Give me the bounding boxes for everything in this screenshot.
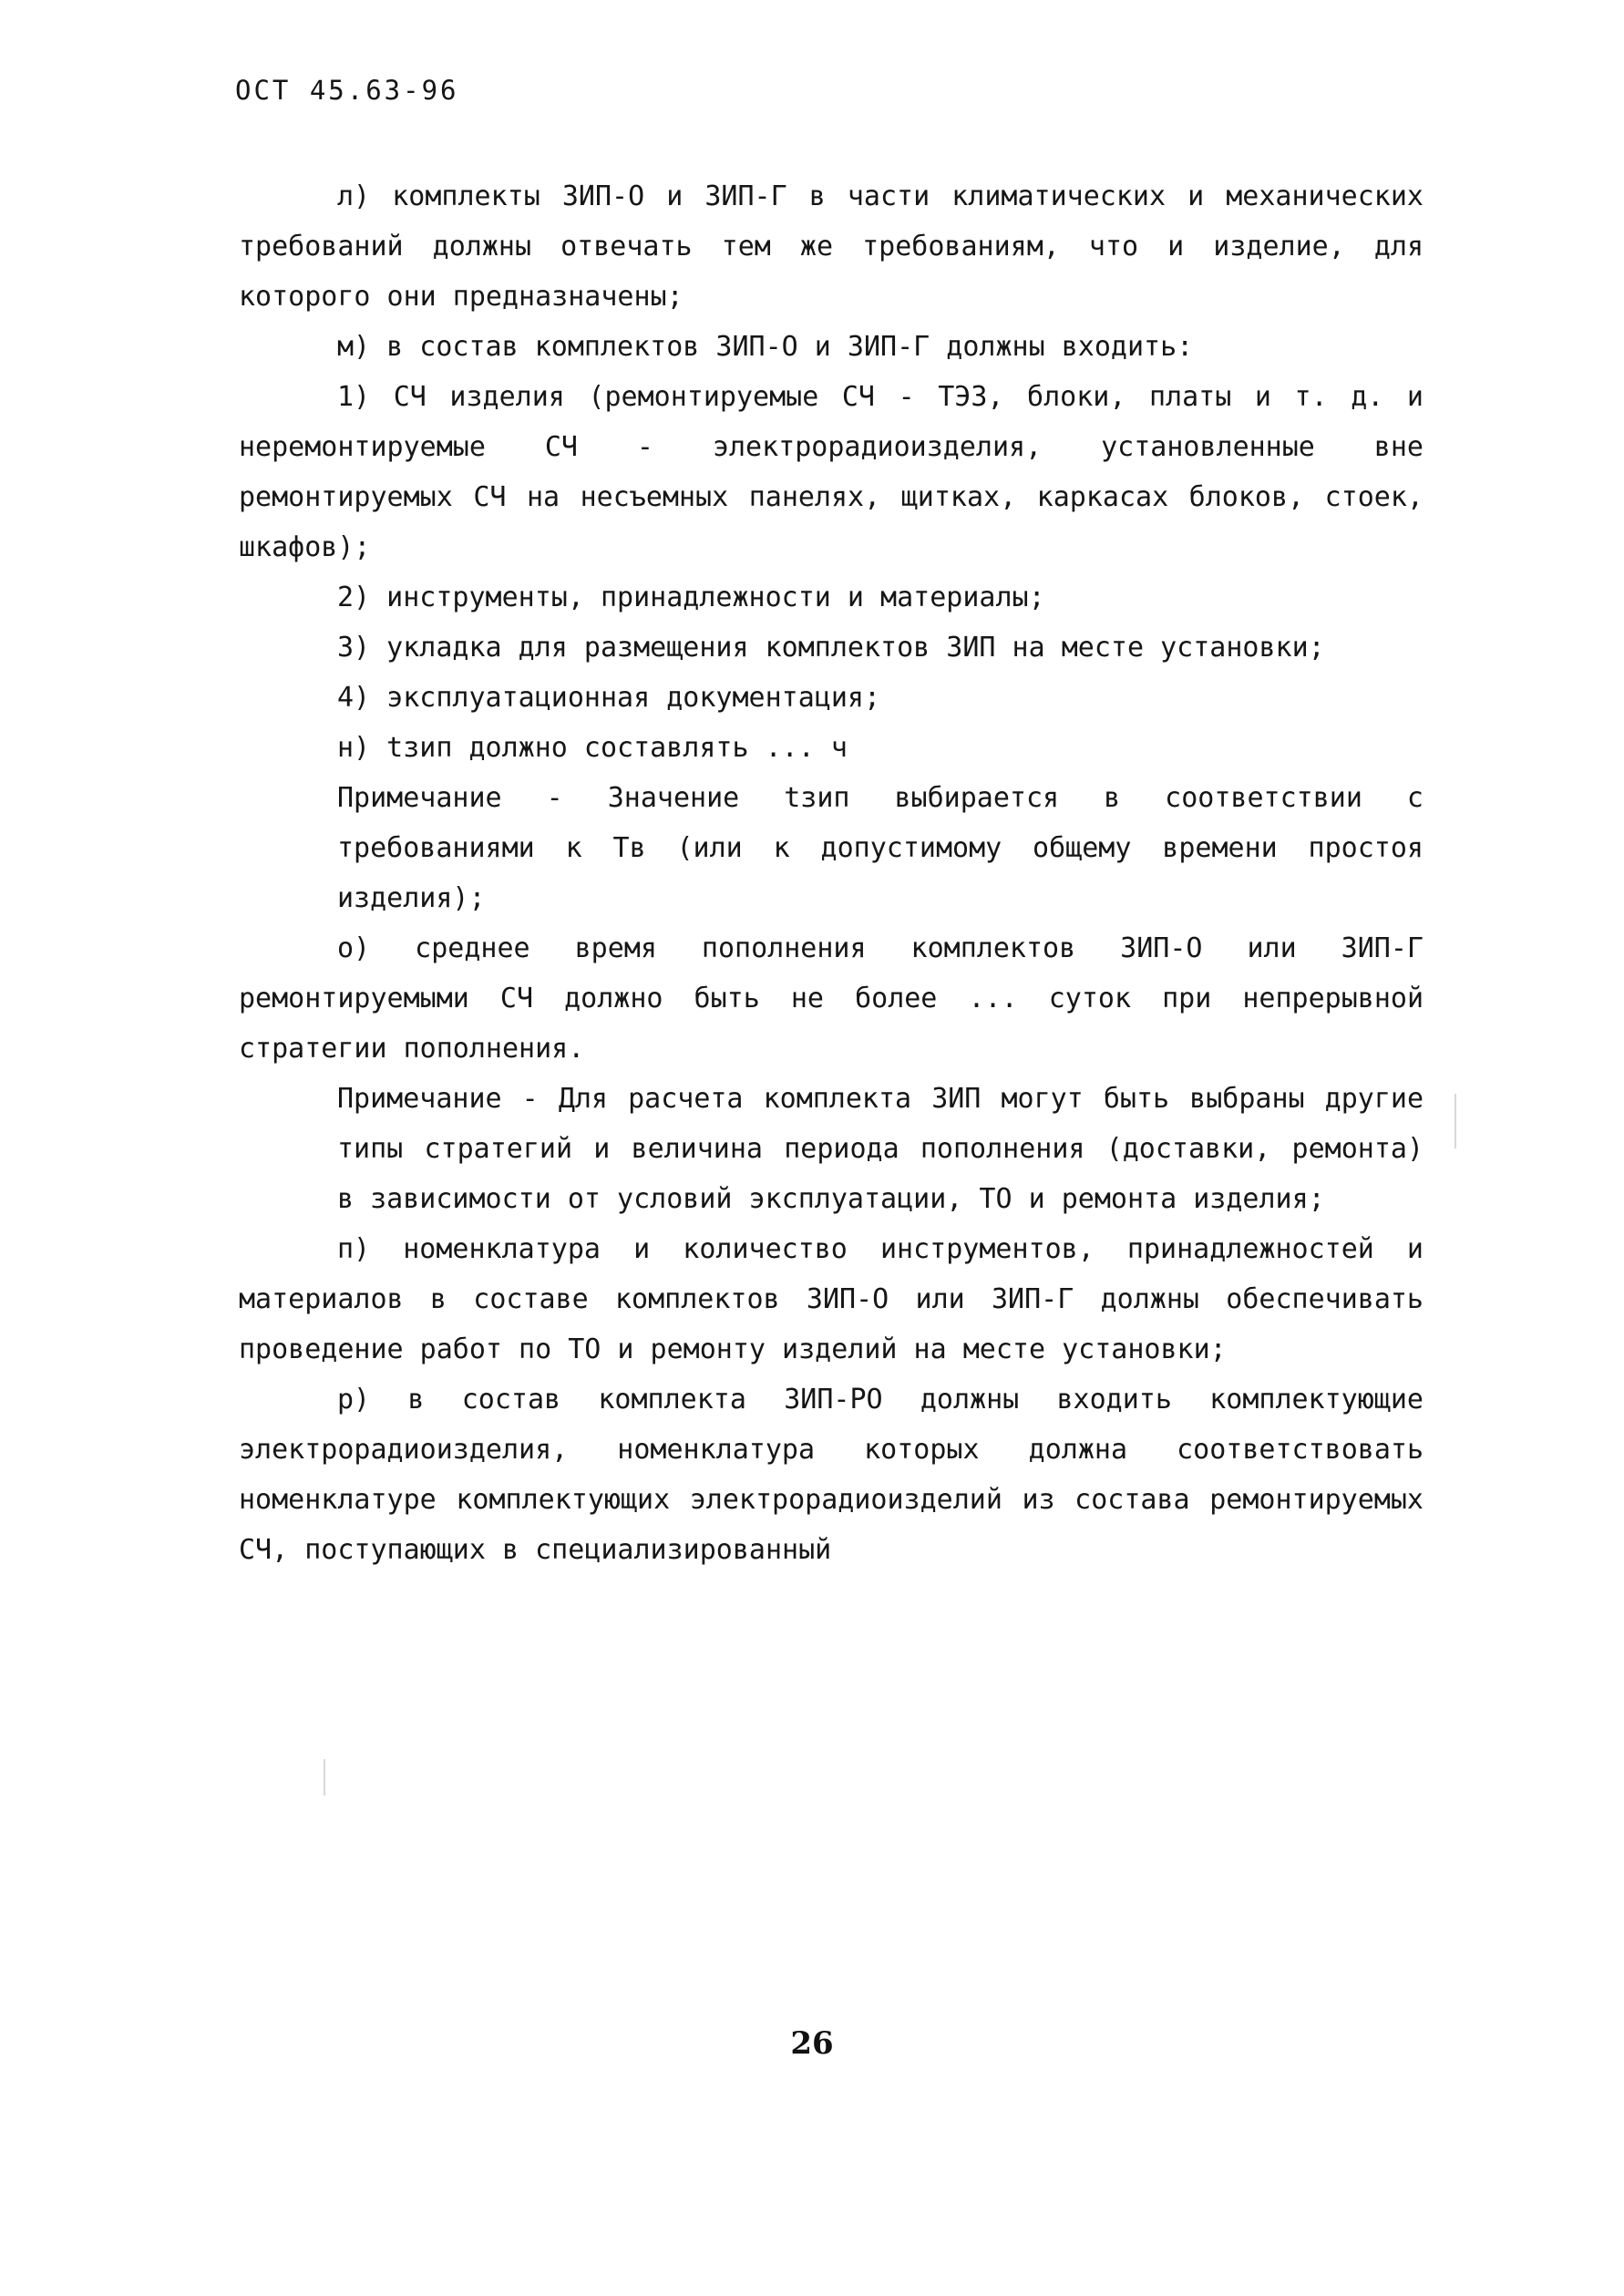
paragraph-n: н) tзип должно составлять ... ч: [337, 732, 848, 764]
paragraph-o: о) среднее время пополнения комплектов ЗИП-О или ЗИП-Г ремонтируемыми СЧ должно быть не более ... суток при непрерывной стратегии пополнения.: [239, 932, 1424, 1065]
scan-artifact-line: [324, 1759, 325, 1796]
note-1: Примечание - Значение tзип выбирается в соответствии с требованиями к Тв (или к допустимому общему времени простоя изделия);: [337, 782, 1424, 914]
list-item-4: 4) эксплуатационная документация;: [337, 682, 881, 714]
list-item-1: 1) СЧ изделия (ремонтируемые СЧ - ТЭЗ, блоки, платы и т. д. и неремонтируемые СЧ - электрорадиоизделия, установленные вне ремонтируемых СЧ на несъемных панелях, щитках, каркасах блоков, стоек, шкафов);: [239, 381, 1424, 563]
paragraph-l: л) комплекты ЗИП-О и ЗИП-Г в части климатических и механических требований должны отвечать тем же требованиям, что и изделие, для которого они предназначены;: [239, 180, 1424, 313]
document-header: ОСТ 45.63-96: [235, 75, 459, 106]
paragraph-p: п) номенклатура и количество инструментов, принадлежностей и материалов в составе комплектов ЗИП-О или ЗИП-Г должны обеспечивать проведение работ по ТО и ремонту изделий на месте установки;: [239, 1233, 1424, 1365]
scan-artifact-line: [1454, 1094, 1456, 1148]
page-number: 26: [790, 2025, 834, 2062]
list-item-3: 3) укладка для размещения комплектов ЗИП на месте установки;: [337, 632, 1325, 664]
document-body: [239, 171, 1424, 1575]
note-2: Примечание - Для расчета комплекта ЗИП могут быть выбраны другие типы стратегий и величина периода пополнения (доставки, ремонта) в зависимости от условий эксплуатации, ТО и ремонта изделия;: [337, 1083, 1424, 1215]
paragraph-m: м) в состав комплектов ЗИП-О и ЗИП-Г должны входить:: [337, 331, 1194, 363]
paragraph-r: р) в состав комплекта ЗИП-РО должны входить комплектующие электрорадиоизделия, номенклатура которых должна соответствовать номенклатуре комплектующих электрорадиоизделий из состава ремонтируемых СЧ, поступающих в специализированный: [239, 1384, 1424, 1566]
list-item-2: 2) инструменты, принадлежности и материалы;: [337, 582, 1045, 613]
